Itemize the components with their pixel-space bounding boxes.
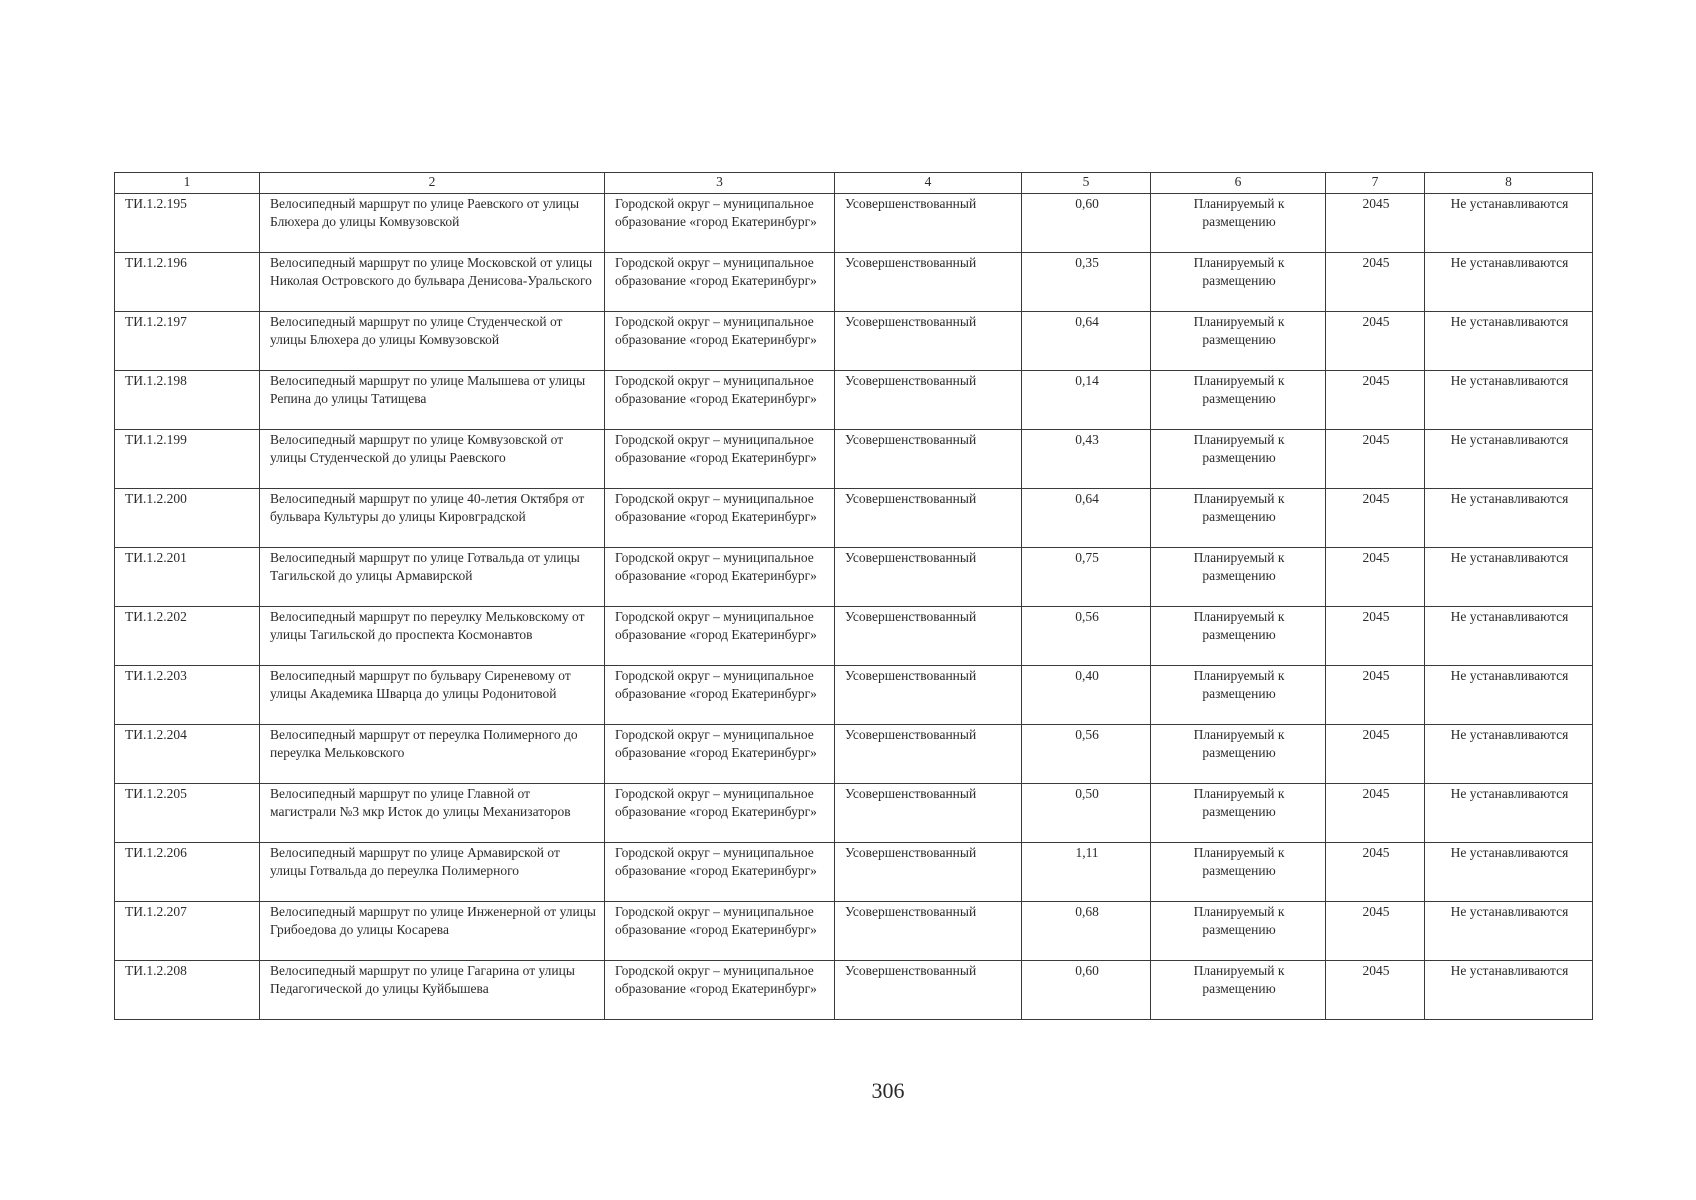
object-name-cell: Велосипедный маршрут по улице Армавирской от улицы Готвальда до переулка Полимерного: [260, 843, 605, 902]
length-cell: 0,64: [1022, 312, 1151, 371]
territory-cell: Городской округ – муниципальное образование «город Екатеринбург»: [605, 961, 835, 1020]
territory-cell: Городской округ – муниципальное образование «город Екатеринбург»: [605, 194, 835, 253]
table-row: [115, 489, 1593, 548]
table-row: [115, 607, 1593, 666]
zone-cell: Не устанавливаются: [1425, 489, 1593, 548]
object-name-cell: Велосипедный маршрут от переулка Полимерного до переулка Мельковского: [260, 725, 605, 784]
status-cell: Планируемый к размещению: [1151, 312, 1326, 371]
object-name-cell: Велосипедный маршрут по улице Готвальда от улицы Тагильской до улицы Армавирской: [260, 548, 605, 607]
table-row: [115, 430, 1593, 489]
coverage-type-cell: Усовершенствованный: [835, 607, 1022, 666]
object-code-cell: ТИ.1.2.199: [115, 430, 260, 489]
length-cell: 0,50: [1022, 784, 1151, 843]
year-cell: 2045: [1326, 666, 1425, 725]
status-cell: Планируемый к размещению: [1151, 607, 1326, 666]
object-name-cell: Велосипедный маршрут по улице Московской от улицы Николая Островского до бульвара Денисова-Уральского: [260, 253, 605, 312]
territory-cell: Городской округ – муниципальное образование «город Екатеринбург»: [605, 312, 835, 371]
territory-cell: Городской округ – муниципальное образование «город Екатеринбург»: [605, 666, 835, 725]
status-cell: Планируемый к размещению: [1151, 371, 1326, 430]
length-cell: 0,43: [1022, 430, 1151, 489]
table-row: [115, 548, 1593, 607]
object-name-cell: Велосипедный маршрут по улице Гагарина от улицы Педагогической до улицы Куйбышева: [260, 961, 605, 1020]
table-row: [115, 253, 1593, 312]
territory-cell: Городской округ – муниципальное образование «город Екатеринбург»: [605, 843, 835, 902]
zone-cell: Не устанавливаются: [1425, 548, 1593, 607]
year-cell: 2045: [1326, 843, 1425, 902]
status-cell: Планируемый к размещению: [1151, 784, 1326, 843]
year-cell: 2045: [1326, 607, 1425, 666]
object-name-cell: Велосипедный маршрут по бульвару Сиреневому от улицы Академика Шварца до улицы Родонитовой: [260, 666, 605, 725]
territory-cell: Городской округ – муниципальное образование «город Екатеринбург»: [605, 902, 835, 961]
zone-cell: Не устанавливаются: [1425, 194, 1593, 253]
object-code-cell: ТИ.1.2.203: [115, 666, 260, 725]
coverage-type-cell: Усовершенствованный: [835, 725, 1022, 784]
year-cell: 2045: [1326, 371, 1425, 430]
length-cell: 0,64: [1022, 489, 1151, 548]
status-cell: Планируемый к размещению: [1151, 253, 1326, 312]
coverage-type-cell: Усовершенствованный: [835, 784, 1022, 843]
object-code-cell: ТИ.1.2.205: [115, 784, 260, 843]
coverage-type-cell: Усовершенствованный: [835, 253, 1022, 312]
territory-cell: Городской округ – муниципальное образование «город Екатеринбург»: [605, 607, 835, 666]
territory-cell: Городской округ – муниципальное образование «город Екатеринбург»: [605, 371, 835, 430]
status-cell: Планируемый к размещению: [1151, 548, 1326, 607]
year-cell: 2045: [1326, 253, 1425, 312]
page-number: 306: [871, 1078, 905, 1103]
length-cell: 0,60: [1022, 961, 1151, 1020]
length-cell: 0,75: [1022, 548, 1151, 607]
coverage-type-cell: Усовершенствованный: [835, 430, 1022, 489]
object-name-cell: Велосипедный маршрут по улице Раевского от улицы Блюхера до улицы Комвузовской: [260, 194, 605, 253]
object-code-cell: ТИ.1.2.198: [115, 371, 260, 430]
status-cell: Планируемый к размещению: [1151, 725, 1326, 784]
territory-cell: Городской округ – муниципальное образование «город Екатеринбург»: [605, 489, 835, 548]
table-row: [115, 902, 1593, 961]
column-header-7: 7: [1326, 173, 1425, 194]
year-cell: 2045: [1326, 312, 1425, 371]
zone-cell: Не устанавливаются: [1425, 430, 1593, 489]
table-row: [115, 666, 1593, 725]
coverage-type-cell: Усовершенствованный: [835, 371, 1022, 430]
length-cell: 0,60: [1022, 194, 1151, 253]
length-cell: 1,11: [1022, 843, 1151, 902]
zone-cell: Не устанавливаются: [1425, 961, 1593, 1020]
territory-cell: Городской округ – муниципальное образование «город Екатеринбург»: [605, 784, 835, 843]
object-name-cell: Велосипедный маршрут по улице 40-летия Октября от бульвара Культуры до улицы Кировградской: [260, 489, 605, 548]
object-name-cell: Велосипедный маршрут по улице Малышева от улицы Репина до улицы Татищева: [260, 371, 605, 430]
infrastructure-table: [114, 172, 1593, 1020]
length-cell: 0,14: [1022, 371, 1151, 430]
object-code-cell: ТИ.1.2.204: [115, 725, 260, 784]
zone-cell: Не устанавливаются: [1425, 253, 1593, 312]
zone-cell: Не устанавливаются: [1425, 902, 1593, 961]
coverage-type-cell: Усовершенствованный: [835, 666, 1022, 725]
object-code-cell: ТИ.1.2.197: [115, 312, 260, 371]
status-cell: Планируемый к размещению: [1151, 902, 1326, 961]
coverage-type-cell: Усовершенствованный: [835, 312, 1022, 371]
length-cell: 0,56: [1022, 725, 1151, 784]
object-name-cell: Велосипедный маршрут по переулку Мельковскому от улицы Тагильской до проспекта Космонавтов: [260, 607, 605, 666]
column-header-2: 2: [260, 173, 605, 194]
zone-cell: Не устанавливаются: [1425, 607, 1593, 666]
status-cell: Планируемый к размещению: [1151, 666, 1326, 725]
table-row: [115, 725, 1593, 784]
table-header-row: [115, 173, 1593, 194]
object-code-cell: ТИ.1.2.201: [115, 548, 260, 607]
length-cell: 0,40: [1022, 666, 1151, 725]
year-cell: 2045: [1326, 725, 1425, 784]
table-row: [115, 194, 1593, 253]
territory-cell: Городской округ – муниципальное образование «город Екатеринбург»: [605, 725, 835, 784]
object-code-cell: ТИ.1.2.202: [115, 607, 260, 666]
column-header-6: 6: [1151, 173, 1326, 194]
table-row: [115, 843, 1593, 902]
length-cell: 0,56: [1022, 607, 1151, 666]
year-cell: 2045: [1326, 489, 1425, 548]
zone-cell: Не устанавливаются: [1425, 843, 1593, 902]
table-row: [115, 312, 1593, 371]
zone-cell: Не устанавливаются: [1425, 371, 1593, 430]
status-cell: Планируемый к размещению: [1151, 961, 1326, 1020]
territory-cell: Городской округ – муниципальное образование «город Екатеринбург»: [605, 548, 835, 607]
object-name-cell: Велосипедный маршрут по улице Комвузовской от улицы Студенческой до улицы Раевского: [260, 430, 605, 489]
territory-cell: Городской округ – муниципальное образование «город Екатеринбург»: [605, 430, 835, 489]
coverage-type-cell: Усовершенствованный: [835, 489, 1022, 548]
table-row: [115, 371, 1593, 430]
column-header-5: 5: [1022, 173, 1151, 194]
object-code-cell: ТИ.1.2.206: [115, 843, 260, 902]
year-cell: 2045: [1326, 194, 1425, 253]
table-row: [115, 961, 1593, 1020]
length-cell: 0,68: [1022, 902, 1151, 961]
column-header-3: 3: [605, 173, 835, 194]
table-body: [115, 194, 1593, 1020]
year-cell: 2045: [1326, 784, 1425, 843]
year-cell: 2045: [1326, 548, 1425, 607]
object-code-cell: ТИ.1.2.200: [115, 489, 260, 548]
object-code-cell: ТИ.1.2.207: [115, 902, 260, 961]
zone-cell: Не устанавливаются: [1425, 666, 1593, 725]
object-code-cell: ТИ.1.2.208: [115, 961, 260, 1020]
length-cell: 0,35: [1022, 253, 1151, 312]
coverage-type-cell: Усовершенствованный: [835, 843, 1022, 902]
object-name-cell: Велосипедный маршрут по улице Инженерной от улицы Грибоедова до улицы Косарева: [260, 902, 605, 961]
status-cell: Планируемый к размещению: [1151, 489, 1326, 548]
object-code-cell: ТИ.1.2.195: [115, 194, 260, 253]
zone-cell: Не устанавливаются: [1425, 312, 1593, 371]
coverage-type-cell: Усовершенствованный: [835, 902, 1022, 961]
zone-cell: Не устанавливаются: [1425, 784, 1593, 843]
coverage-type-cell: Усовершенствованный: [835, 194, 1022, 253]
object-name-cell: Велосипедный маршрут по улице Главной от магистрали №3 мкр Исток до улицы Механизаторов: [260, 784, 605, 843]
object-name-cell: Велосипедный маршрут по улице Студенческой от улицы Блюхера до улицы Комвузовской: [260, 312, 605, 371]
year-cell: 2045: [1326, 902, 1425, 961]
year-cell: 2045: [1326, 430, 1425, 489]
coverage-type-cell: Усовершенствованный: [835, 548, 1022, 607]
territory-cell: Городской округ – муниципальное образование «город Екатеринбург»: [605, 253, 835, 312]
status-cell: Планируемый к размещению: [1151, 843, 1326, 902]
column-header-4: 4: [835, 173, 1022, 194]
column-header-1: 1: [115, 173, 260, 194]
year-cell: 2045: [1326, 961, 1425, 1020]
table-row: [115, 784, 1593, 843]
object-code-cell: ТИ.1.2.196: [115, 253, 260, 312]
status-cell: Планируемый к размещению: [1151, 430, 1326, 489]
status-cell: Планируемый к размещению: [1151, 194, 1326, 253]
zone-cell: Не устанавливаются: [1425, 725, 1593, 784]
column-header-8: 8: [1425, 173, 1593, 194]
coverage-type-cell: Усовершенствованный: [835, 961, 1022, 1020]
